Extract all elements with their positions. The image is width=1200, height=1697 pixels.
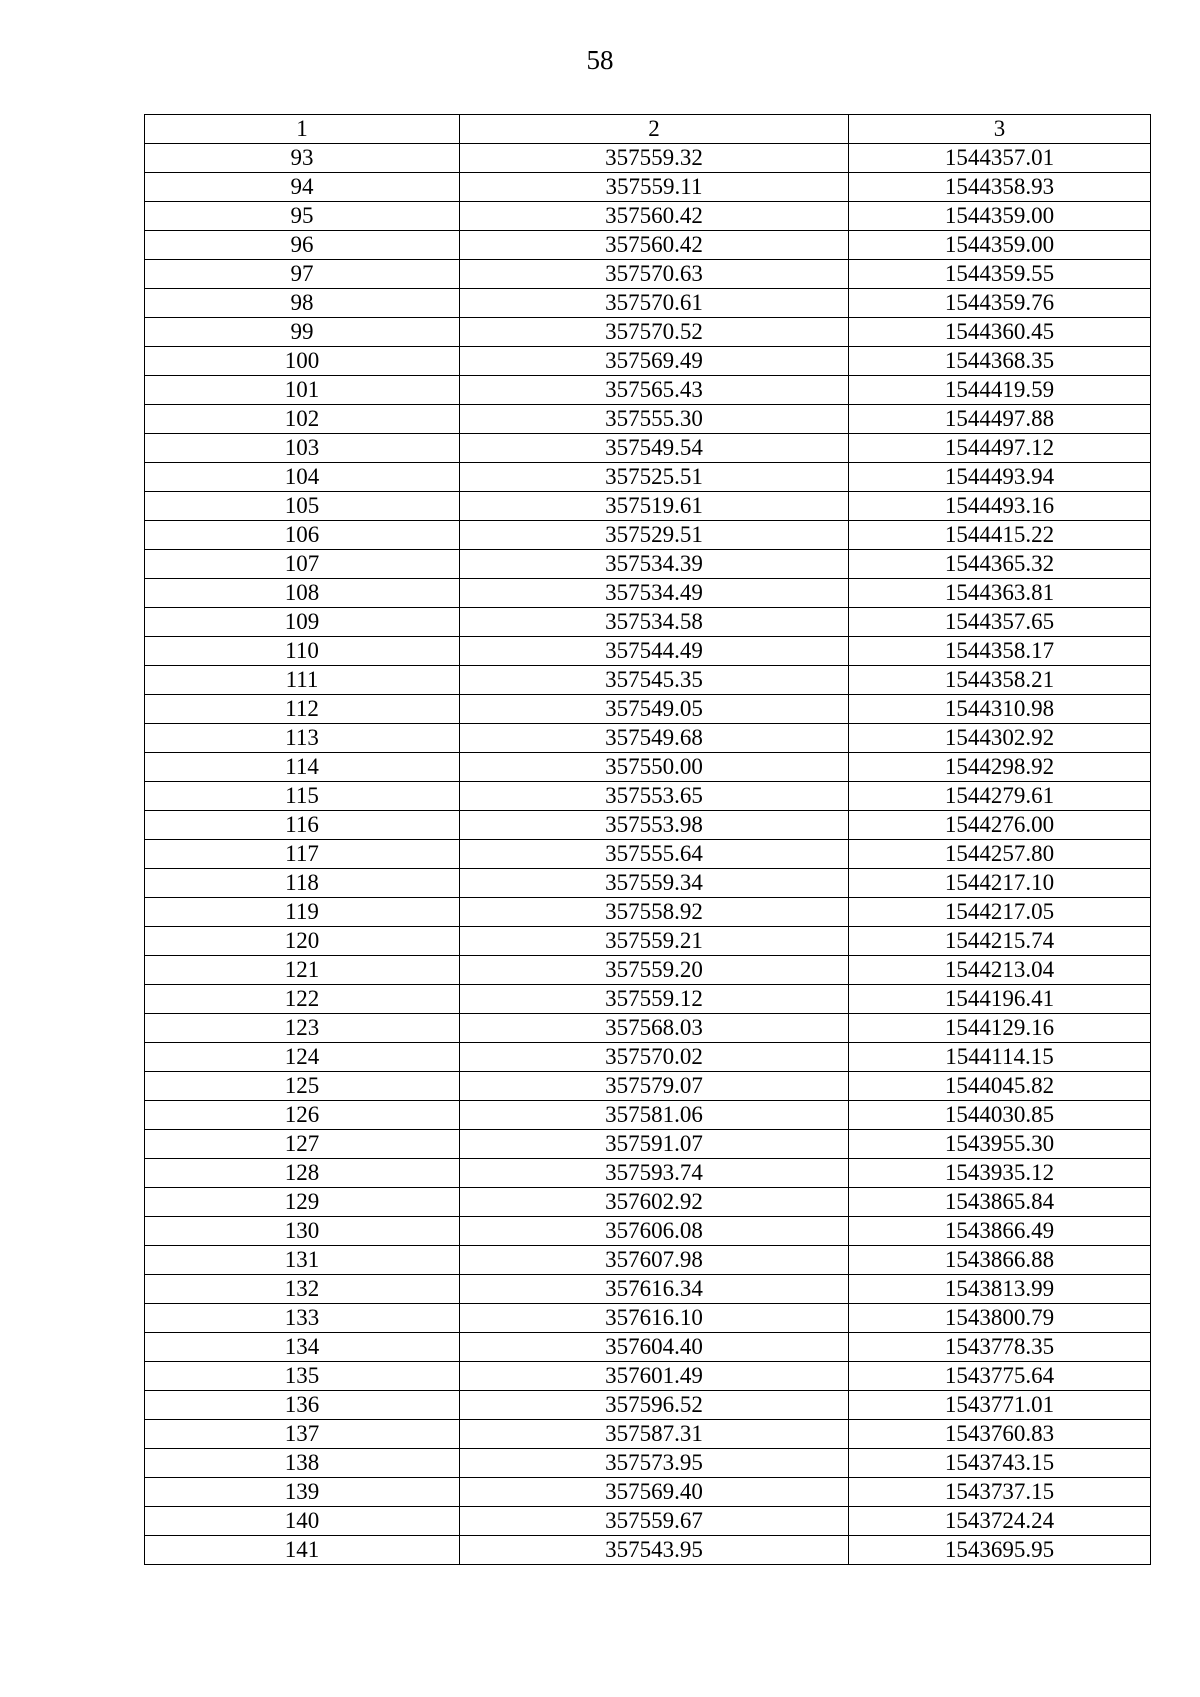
- cell-point-number: 111: [145, 666, 460, 695]
- cell-x: 357553.65: [460, 782, 849, 811]
- cell-y: 1543865.84: [849, 1188, 1151, 1217]
- cell-point-number: 106: [145, 521, 460, 550]
- cell-x: 357606.08: [460, 1217, 849, 1246]
- cell-point-number: 98: [145, 289, 460, 318]
- cell-y: 1544415.22: [849, 521, 1151, 550]
- cell-y: 1543955.30: [849, 1130, 1151, 1159]
- table-row: [145, 173, 1151, 202]
- cell-point-number: 118: [145, 869, 460, 898]
- cell-x: 357549.68: [460, 724, 849, 753]
- cell-x: 357602.92: [460, 1188, 849, 1217]
- table-row: [145, 1217, 1151, 1246]
- table-row: [145, 1246, 1151, 1275]
- cell-x: 357559.12: [460, 985, 849, 1014]
- cell-x: 357559.67: [460, 1507, 849, 1536]
- cell-point-number: 104: [145, 463, 460, 492]
- cell-x: 357565.43: [460, 376, 849, 405]
- cell-x: 357559.34: [460, 869, 849, 898]
- cell-y: 1543743.15: [849, 1449, 1151, 1478]
- cell-y: 1544419.59: [849, 376, 1151, 405]
- cell-x: 357593.74: [460, 1159, 849, 1188]
- page-number: 58: [586, 45, 614, 75]
- cell-point-number: 133: [145, 1304, 460, 1333]
- table-row: [145, 1130, 1151, 1159]
- cell-y: 1544215.74: [849, 927, 1151, 956]
- table-row: [145, 1304, 1151, 1333]
- table-row: [145, 405, 1151, 434]
- table-header: [145, 115, 1151, 144]
- cell-x: 357559.32: [460, 144, 849, 173]
- cell-x: 357549.05: [460, 695, 849, 724]
- table-row: [145, 840, 1151, 869]
- cell-x: 357591.07: [460, 1130, 849, 1159]
- cell-x: 357525.51: [460, 463, 849, 492]
- header-cell-x: 2: [460, 115, 849, 144]
- cell-y: 1544217.05: [849, 898, 1151, 927]
- cell-y: 1544196.41: [849, 985, 1151, 1014]
- cell-x: 357569.49: [460, 347, 849, 376]
- table-row: [145, 898, 1151, 927]
- table-row: [145, 666, 1151, 695]
- cell-y: 1543760.83: [849, 1420, 1151, 1449]
- cell-point-number: 122: [145, 985, 460, 1014]
- cell-y: 1544217.10: [849, 869, 1151, 898]
- table-row: [145, 1449, 1151, 1478]
- cell-point-number: 136: [145, 1391, 460, 1420]
- cell-y: 1544365.32: [849, 550, 1151, 579]
- table-row: [145, 318, 1151, 347]
- table-row: [145, 753, 1151, 782]
- cell-point-number: 127: [145, 1130, 460, 1159]
- cell-y: 1544276.00: [849, 811, 1151, 840]
- cell-x: 357555.30: [460, 405, 849, 434]
- table-row: [145, 1333, 1151, 1362]
- cell-point-number: 141: [145, 1536, 460, 1565]
- cell-point-number: 132: [145, 1275, 460, 1304]
- cell-point-number: 125: [145, 1072, 460, 1101]
- table-row: [145, 695, 1151, 724]
- cell-point-number: 94: [145, 173, 460, 202]
- table-row: [145, 1536, 1151, 1565]
- table-row: [145, 1101, 1151, 1130]
- cell-x: 357558.92: [460, 898, 849, 927]
- cell-y: 1544129.16: [849, 1014, 1151, 1043]
- cell-point-number: 120: [145, 927, 460, 956]
- cell-point-number: 139: [145, 1478, 460, 1507]
- cell-point-number: 134: [145, 1333, 460, 1362]
- table-row: [145, 927, 1151, 956]
- header-cell-point-number: 1: [145, 115, 460, 144]
- table-row: [145, 260, 1151, 289]
- cell-point-number: 108: [145, 579, 460, 608]
- cell-point-number: 107: [145, 550, 460, 579]
- cell-x: 357559.11: [460, 173, 849, 202]
- cell-x: 357604.40: [460, 1333, 849, 1362]
- cell-y: 1544298.92: [849, 753, 1151, 782]
- table-row: [145, 608, 1151, 637]
- cell-point-number: 126: [145, 1101, 460, 1130]
- cell-y: 1544358.21: [849, 666, 1151, 695]
- table-row: [145, 724, 1151, 753]
- cell-x: 357519.61: [460, 492, 849, 521]
- table-row: [145, 579, 1151, 608]
- table-row: [145, 637, 1151, 666]
- cell-y: 1544257.80: [849, 840, 1151, 869]
- table-row: [145, 202, 1151, 231]
- cell-x: 357569.40: [460, 1478, 849, 1507]
- cell-y: 1543866.88: [849, 1246, 1151, 1275]
- cell-y: 1544359.00: [849, 202, 1151, 231]
- cell-point-number: 99: [145, 318, 460, 347]
- cell-y: 1544357.65: [849, 608, 1151, 637]
- header-cell-y: 3: [849, 115, 1151, 144]
- table-row: [145, 231, 1151, 260]
- cell-y: 1544030.85: [849, 1101, 1151, 1130]
- cell-y: 1544493.94: [849, 463, 1151, 492]
- table-row: [145, 956, 1151, 985]
- cell-x: 357553.98: [460, 811, 849, 840]
- table-row: [145, 1420, 1151, 1449]
- cell-point-number: 138: [145, 1449, 460, 1478]
- cell-x: 357560.42: [460, 202, 849, 231]
- cell-x: 357616.10: [460, 1304, 849, 1333]
- cell-point-number: 97: [145, 260, 460, 289]
- cell-point-number: 109: [145, 608, 460, 637]
- cell-y: 1544363.81: [849, 579, 1151, 608]
- cell-point-number: 115: [145, 782, 460, 811]
- cell-x: 357596.52: [460, 1391, 849, 1420]
- cell-x: 357570.52: [460, 318, 849, 347]
- table-row: [145, 289, 1151, 318]
- cell-point-number: 116: [145, 811, 460, 840]
- cell-point-number: 114: [145, 753, 460, 782]
- cell-y: 1544357.01: [849, 144, 1151, 173]
- cell-point-number: 123: [145, 1014, 460, 1043]
- header-row: [145, 115, 1151, 144]
- cell-y: 1543813.99: [849, 1275, 1151, 1304]
- cell-point-number: 128: [145, 1159, 460, 1188]
- cell-x: 357607.98: [460, 1246, 849, 1275]
- cell-y: 1544368.35: [849, 347, 1151, 376]
- cell-y: 1544359.00: [849, 231, 1151, 260]
- cell-y: 1544045.82: [849, 1072, 1151, 1101]
- cell-y: 1544359.55: [849, 260, 1151, 289]
- cell-y: 1543737.15: [849, 1478, 1151, 1507]
- cell-x: 357568.03: [460, 1014, 849, 1043]
- cell-point-number: 119: [145, 898, 460, 927]
- cell-x: 357587.31: [460, 1420, 849, 1449]
- cell-y: 1543778.35: [849, 1333, 1151, 1362]
- table-row: [145, 376, 1151, 405]
- table-row: [145, 1014, 1151, 1043]
- cell-x: 357579.07: [460, 1072, 849, 1101]
- cell-point-number: 131: [145, 1246, 460, 1275]
- table-row: [145, 1043, 1151, 1072]
- cell-y: 1544114.15: [849, 1043, 1151, 1072]
- cell-x: 357573.95: [460, 1449, 849, 1478]
- table-row: [145, 521, 1151, 550]
- cell-y: 1544497.88: [849, 405, 1151, 434]
- cell-y: 1544279.61: [849, 782, 1151, 811]
- table-row: [145, 492, 1151, 521]
- table-row: [145, 1362, 1151, 1391]
- cell-point-number: 102: [145, 405, 460, 434]
- table-row: [145, 985, 1151, 1014]
- cell-y: 1543935.12: [849, 1159, 1151, 1188]
- cell-x: 357544.49: [460, 637, 849, 666]
- table-row: [145, 782, 1151, 811]
- cell-x: 357534.49: [460, 579, 849, 608]
- cell-x: 357559.20: [460, 956, 849, 985]
- cell-x: 357529.51: [460, 521, 849, 550]
- coordinates-table: [144, 114, 1151, 1565]
- cell-point-number: 130: [145, 1217, 460, 1246]
- cell-point-number: 112: [145, 695, 460, 724]
- cell-x: 357560.42: [460, 231, 849, 260]
- cell-point-number: 129: [145, 1188, 460, 1217]
- cell-y: 1544493.16: [849, 492, 1151, 521]
- cell-y: 1543771.01: [849, 1391, 1151, 1420]
- cell-point-number: 96: [145, 231, 460, 260]
- cell-y: 1543800.79: [849, 1304, 1151, 1333]
- cell-point-number: 121: [145, 956, 460, 985]
- table-row: [145, 1072, 1151, 1101]
- cell-x: 357550.00: [460, 753, 849, 782]
- table-row: [145, 1188, 1151, 1217]
- cell-point-number: 137: [145, 1420, 460, 1449]
- cell-point-number: 105: [145, 492, 460, 521]
- table-row: [145, 869, 1151, 898]
- cell-y: 1544358.93: [849, 173, 1151, 202]
- table-row: [145, 144, 1151, 173]
- table-row: [145, 347, 1151, 376]
- cell-x: 357616.34: [460, 1275, 849, 1304]
- table-row: [145, 434, 1151, 463]
- cell-x: 357581.06: [460, 1101, 849, 1130]
- cell-point-number: 110: [145, 637, 460, 666]
- cell-x: 357570.02: [460, 1043, 849, 1072]
- cell-y: 1544302.92: [849, 724, 1151, 753]
- cell-x: 357549.54: [460, 434, 849, 463]
- cell-y: 1544358.17: [849, 637, 1151, 666]
- cell-y: 1543695.95: [849, 1536, 1151, 1565]
- cell-x: 357534.39: [460, 550, 849, 579]
- cell-y: 1544497.12: [849, 434, 1151, 463]
- cell-x: 357601.49: [460, 1362, 849, 1391]
- cell-y: 1544359.76: [849, 289, 1151, 318]
- cell-x: 357559.21: [460, 927, 849, 956]
- cell-point-number: 140: [145, 1507, 460, 1536]
- cell-point-number: 113: [145, 724, 460, 753]
- cell-point-number: 101: [145, 376, 460, 405]
- cell-x: 357555.64: [460, 840, 849, 869]
- cell-x: 357534.58: [460, 608, 849, 637]
- table-row: [145, 463, 1151, 492]
- cell-y: 1543775.64: [849, 1362, 1151, 1391]
- table-row: [145, 1159, 1151, 1188]
- cell-x: 357543.95: [460, 1536, 849, 1565]
- cell-point-number: 124: [145, 1043, 460, 1072]
- table-body: [145, 144, 1151, 1565]
- cell-y: 1544213.04: [849, 956, 1151, 985]
- cell-point-number: 93: [145, 144, 460, 173]
- table-row: [145, 550, 1151, 579]
- table-row: [145, 1478, 1151, 1507]
- cell-point-number: 135: [145, 1362, 460, 1391]
- cell-y: 1543724.24: [849, 1507, 1151, 1536]
- cell-point-number: 117: [145, 840, 460, 869]
- cell-x: 357570.63: [460, 260, 849, 289]
- table-row: [145, 1275, 1151, 1304]
- cell-point-number: 103: [145, 434, 460, 463]
- cell-y: 1544310.98: [849, 695, 1151, 724]
- cell-point-number: 100: [145, 347, 460, 376]
- cell-x: 357545.35: [460, 666, 849, 695]
- table-row: [145, 811, 1151, 840]
- cell-y: 1543866.49: [849, 1217, 1151, 1246]
- cell-x: 357570.61: [460, 289, 849, 318]
- cell-y: 1544360.45: [849, 318, 1151, 347]
- table-row: [145, 1507, 1151, 1536]
- cell-point-number: 95: [145, 202, 460, 231]
- table-row: [145, 1391, 1151, 1420]
